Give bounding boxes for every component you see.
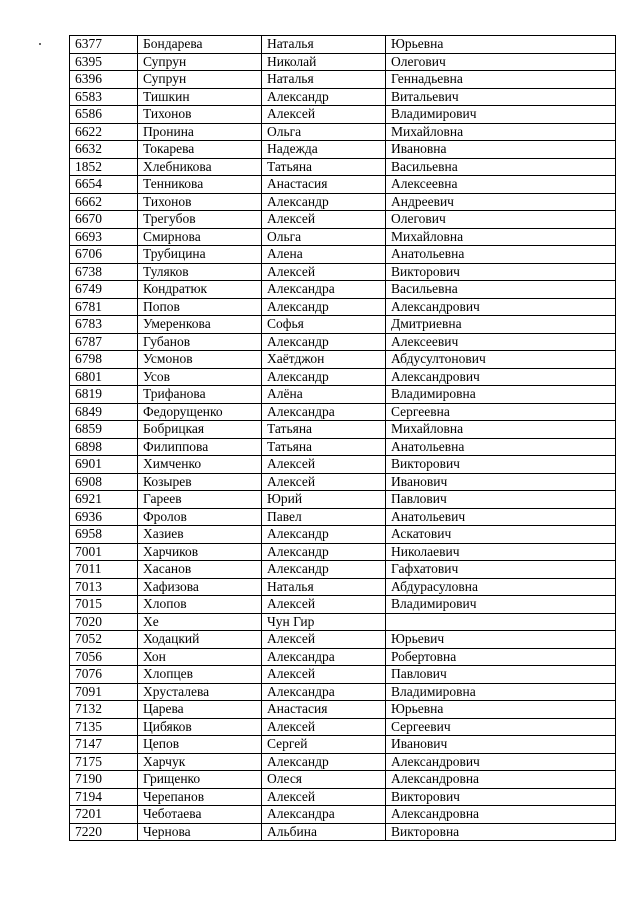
cell-first-name: Александра bbox=[262, 403, 386, 421]
cell-first-name: Николай bbox=[262, 53, 386, 71]
table-row bbox=[70, 718, 616, 736]
cell-first-name: Ольга bbox=[262, 123, 386, 141]
cell-surname: Усов bbox=[138, 368, 262, 386]
table-row bbox=[70, 228, 616, 246]
table-row bbox=[70, 106, 616, 124]
table-row bbox=[70, 123, 616, 141]
cell-number: 6738 bbox=[70, 263, 138, 281]
cell-number: 6632 bbox=[70, 141, 138, 159]
cell-number: 7194 bbox=[70, 788, 138, 806]
table-row bbox=[70, 543, 616, 561]
cell-first-name: Ольга bbox=[262, 228, 386, 246]
cell-first-name: Алексей bbox=[262, 456, 386, 474]
cell-first-name: Алексей bbox=[262, 473, 386, 491]
cell-first-name: Александра bbox=[262, 281, 386, 299]
cell-first-name: Татьяна bbox=[262, 421, 386, 439]
cell-surname: Цепов bbox=[138, 736, 262, 754]
cell-patronymic: Аскатович bbox=[386, 526, 616, 544]
cell-first-name: Алексей bbox=[262, 718, 386, 736]
cell-patronymic: Иванович bbox=[386, 473, 616, 491]
cell-number: 6396 bbox=[70, 71, 138, 89]
cell-surname: Супрун bbox=[138, 53, 262, 71]
cell-surname: Трегубов bbox=[138, 211, 262, 229]
cell-surname: Умеренкова bbox=[138, 316, 262, 334]
cell-patronymic: Васильевна bbox=[386, 281, 616, 299]
cell-patronymic: Юрьевна bbox=[386, 36, 616, 54]
cell-first-name: Александр bbox=[262, 298, 386, 316]
cell-number: 7132 bbox=[70, 701, 138, 719]
cell-surname: Хафизова bbox=[138, 578, 262, 596]
cell-first-name: Алексей bbox=[262, 596, 386, 614]
cell-first-name: Наталья bbox=[262, 71, 386, 89]
cell-first-name: Алексей bbox=[262, 666, 386, 684]
table-row bbox=[70, 631, 616, 649]
cell-number: 7076 bbox=[70, 666, 138, 684]
table-row bbox=[70, 491, 616, 509]
cell-patronymic: Викторович bbox=[386, 456, 616, 474]
cell-patronymic: Абдусултонович bbox=[386, 351, 616, 369]
cell-number: 6901 bbox=[70, 456, 138, 474]
cell-number: 7020 bbox=[70, 613, 138, 631]
cell-surname: Губанов bbox=[138, 333, 262, 351]
cell-number: 6898 bbox=[70, 438, 138, 456]
table-row bbox=[70, 246, 616, 264]
cell-patronymic: Васильевна bbox=[386, 158, 616, 176]
cell-patronymic: Викторович bbox=[386, 263, 616, 281]
cell-first-name: Анастасия bbox=[262, 701, 386, 719]
cell-surname: Ходацкий bbox=[138, 631, 262, 649]
cell-first-name: Алёна bbox=[262, 386, 386, 404]
cell-first-name: Александра bbox=[262, 806, 386, 824]
cell-patronymic: Абдурасуловна bbox=[386, 578, 616, 596]
table-row bbox=[70, 88, 616, 106]
cell-surname: Токарева bbox=[138, 141, 262, 159]
table-row bbox=[70, 613, 616, 631]
cell-first-name: Александр bbox=[262, 526, 386, 544]
table-row bbox=[70, 403, 616, 421]
cell-first-name: Альбина bbox=[262, 823, 386, 841]
cell-patronymic: Александрович bbox=[386, 298, 616, 316]
cell-patronymic: Анатольевич bbox=[386, 508, 616, 526]
cell-first-name: Надежда bbox=[262, 141, 386, 159]
cell-surname: Хлопов bbox=[138, 596, 262, 614]
table-row bbox=[70, 806, 616, 824]
table-row bbox=[70, 71, 616, 89]
cell-number: 6693 bbox=[70, 228, 138, 246]
cell-first-name: Александр bbox=[262, 193, 386, 211]
cell-number: 6622 bbox=[70, 123, 138, 141]
cell-patronymic: Олегович bbox=[386, 53, 616, 71]
cell-patronymic: Алексеевич bbox=[386, 333, 616, 351]
table-row bbox=[70, 788, 616, 806]
table-row bbox=[70, 561, 616, 579]
cell-first-name: Софья bbox=[262, 316, 386, 334]
table-row bbox=[70, 211, 616, 229]
cell-patronymic: Ивановна bbox=[386, 141, 616, 159]
cell-patronymic: Робертовна bbox=[386, 648, 616, 666]
cell-surname: Чеботаева bbox=[138, 806, 262, 824]
table-row bbox=[70, 823, 616, 841]
cell-patronymic: Дмитриевна bbox=[386, 316, 616, 334]
cell-first-name: Наталья bbox=[262, 36, 386, 54]
cell-first-name: Алексей bbox=[262, 263, 386, 281]
cell-first-name: Анастасия bbox=[262, 176, 386, 194]
cell-surname: Харчук bbox=[138, 753, 262, 771]
cell-number: 7011 bbox=[70, 561, 138, 579]
cell-number: 6781 bbox=[70, 298, 138, 316]
cell-surname: Федорущенко bbox=[138, 403, 262, 421]
cell-surname: Цибяков bbox=[138, 718, 262, 736]
cell-first-name: Наталья bbox=[262, 578, 386, 596]
cell-number: 6859 bbox=[70, 421, 138, 439]
table-row bbox=[70, 386, 616, 404]
cell-number: 7056 bbox=[70, 648, 138, 666]
cell-patronymic bbox=[386, 613, 616, 631]
cell-first-name: Алексей bbox=[262, 106, 386, 124]
cell-surname: Хон bbox=[138, 648, 262, 666]
table-row bbox=[70, 36, 616, 54]
cell-surname: Трубицина bbox=[138, 246, 262, 264]
cell-surname: Туляков bbox=[138, 263, 262, 281]
scan-speck bbox=[39, 43, 41, 45]
cell-patronymic: Владимировна bbox=[386, 683, 616, 701]
cell-first-name: Алексей bbox=[262, 788, 386, 806]
cell-patronymic: Александровна bbox=[386, 771, 616, 789]
table-row bbox=[70, 351, 616, 369]
cell-first-name: Александр bbox=[262, 753, 386, 771]
cell-patronymic: Анатольевна bbox=[386, 438, 616, 456]
cell-surname: Хазиев bbox=[138, 526, 262, 544]
cell-number: 6958 bbox=[70, 526, 138, 544]
cell-number: 7052 bbox=[70, 631, 138, 649]
cell-surname: Козырев bbox=[138, 473, 262, 491]
table-row bbox=[70, 421, 616, 439]
cell-surname: Черепанов bbox=[138, 788, 262, 806]
cell-patronymic: Михайловна bbox=[386, 228, 616, 246]
cell-surname: Тенникова bbox=[138, 176, 262, 194]
table-row bbox=[70, 263, 616, 281]
cell-patronymic: Викторовна bbox=[386, 823, 616, 841]
table-row bbox=[70, 666, 616, 684]
cell-number: 7135 bbox=[70, 718, 138, 736]
cell-patronymic: Владимировна bbox=[386, 386, 616, 404]
cell-surname: Хасанов bbox=[138, 561, 262, 579]
cell-patronymic: Александровна bbox=[386, 806, 616, 824]
table-row bbox=[70, 596, 616, 614]
cell-surname: Чернова bbox=[138, 823, 262, 841]
table-row bbox=[70, 771, 616, 789]
cell-first-name: Алексей bbox=[262, 631, 386, 649]
cell-surname: Харчиков bbox=[138, 543, 262, 561]
cell-first-name: Чун Гир bbox=[262, 613, 386, 631]
table-row bbox=[70, 701, 616, 719]
roster-table-body bbox=[70, 36, 616, 841]
cell-first-name: Олеся bbox=[262, 771, 386, 789]
cell-first-name: Александр bbox=[262, 88, 386, 106]
cell-number: 6801 bbox=[70, 368, 138, 386]
table-row bbox=[70, 753, 616, 771]
cell-surname: Супрун bbox=[138, 71, 262, 89]
cell-surname: Тихонов bbox=[138, 106, 262, 124]
cell-patronymic: Геннадьевна bbox=[386, 71, 616, 89]
cell-surname: Трифанова bbox=[138, 386, 262, 404]
table-row bbox=[70, 508, 616, 526]
cell-number: 6908 bbox=[70, 473, 138, 491]
cell-number: 7091 bbox=[70, 683, 138, 701]
cell-patronymic: Юрьевич bbox=[386, 631, 616, 649]
cell-number: 6586 bbox=[70, 106, 138, 124]
cell-number: 6706 bbox=[70, 246, 138, 264]
cell-surname: Хрусталева bbox=[138, 683, 262, 701]
table-row bbox=[70, 526, 616, 544]
table-row bbox=[70, 438, 616, 456]
cell-first-name: Татьяна bbox=[262, 158, 386, 176]
cell-first-name: Александра bbox=[262, 683, 386, 701]
cell-number: 7013 bbox=[70, 578, 138, 596]
cell-number: 7190 bbox=[70, 771, 138, 789]
cell-surname: Хе bbox=[138, 613, 262, 631]
cell-patronymic: Михайловна bbox=[386, 421, 616, 439]
cell-surname: Пронина bbox=[138, 123, 262, 141]
cell-number: 6749 bbox=[70, 281, 138, 299]
table-row bbox=[70, 683, 616, 701]
cell-patronymic: Владимирович bbox=[386, 106, 616, 124]
cell-number: 7175 bbox=[70, 753, 138, 771]
cell-patronymic: Иванович bbox=[386, 736, 616, 754]
roster-table bbox=[69, 35, 616, 841]
cell-patronymic: Александрович bbox=[386, 753, 616, 771]
table-row bbox=[70, 368, 616, 386]
cell-patronymic: Алексеевна bbox=[386, 176, 616, 194]
cell-first-name: Александр bbox=[262, 368, 386, 386]
table-row bbox=[70, 473, 616, 491]
cell-number: 6783 bbox=[70, 316, 138, 334]
cell-number: 6662 bbox=[70, 193, 138, 211]
cell-patronymic: Викторович bbox=[386, 788, 616, 806]
cell-patronymic: Олегович bbox=[386, 211, 616, 229]
cell-number: 6787 bbox=[70, 333, 138, 351]
cell-surname: Смирнова bbox=[138, 228, 262, 246]
table-row bbox=[70, 281, 616, 299]
cell-first-name: Татьяна bbox=[262, 438, 386, 456]
cell-number: 6395 bbox=[70, 53, 138, 71]
cell-surname: Химченко bbox=[138, 456, 262, 474]
cell-surname: Хлопцев bbox=[138, 666, 262, 684]
cell-patronymic: Витальевич bbox=[386, 88, 616, 106]
table-row bbox=[70, 456, 616, 474]
table-row bbox=[70, 53, 616, 71]
cell-patronymic: Михайловна bbox=[386, 123, 616, 141]
cell-patronymic: Владимирович bbox=[386, 596, 616, 614]
cell-surname: Грищенко bbox=[138, 771, 262, 789]
table-row bbox=[70, 578, 616, 596]
cell-first-name: Сергей bbox=[262, 736, 386, 754]
cell-number: 6819 bbox=[70, 386, 138, 404]
cell-number: 7220 bbox=[70, 823, 138, 841]
table-row bbox=[70, 298, 616, 316]
table-row bbox=[70, 648, 616, 666]
cell-number: 7015 bbox=[70, 596, 138, 614]
cell-surname: Филиппова bbox=[138, 438, 262, 456]
cell-number: 6377 bbox=[70, 36, 138, 54]
cell-first-name: Александр bbox=[262, 333, 386, 351]
cell-surname: Хлебникова bbox=[138, 158, 262, 176]
cell-number: 7201 bbox=[70, 806, 138, 824]
cell-first-name: Павел bbox=[262, 508, 386, 526]
cell-first-name: Алена bbox=[262, 246, 386, 264]
cell-patronymic: Павлович bbox=[386, 491, 616, 509]
cell-surname: Кондратюк bbox=[138, 281, 262, 299]
table-row bbox=[70, 193, 616, 211]
cell-patronymic: Гафхатович bbox=[386, 561, 616, 579]
cell-number: 6583 bbox=[70, 88, 138, 106]
table-row bbox=[70, 736, 616, 754]
cell-surname: Тихонов bbox=[138, 193, 262, 211]
table-row bbox=[70, 158, 616, 176]
table-row bbox=[70, 333, 616, 351]
cell-number: 7001 bbox=[70, 543, 138, 561]
cell-patronymic: Николаевич bbox=[386, 543, 616, 561]
table-row bbox=[70, 176, 616, 194]
cell-surname: Фролов bbox=[138, 508, 262, 526]
cell-surname: Бондарева bbox=[138, 36, 262, 54]
cell-number: 6921 bbox=[70, 491, 138, 509]
cell-number: 7147 bbox=[70, 736, 138, 754]
cell-surname: Усмонов bbox=[138, 351, 262, 369]
cell-first-name: Александра bbox=[262, 648, 386, 666]
cell-number: 6798 bbox=[70, 351, 138, 369]
cell-first-name: Александр bbox=[262, 543, 386, 561]
cell-surname: Тишкин bbox=[138, 88, 262, 106]
cell-surname: Царева bbox=[138, 701, 262, 719]
cell-surname: Гареев bbox=[138, 491, 262, 509]
cell-number: 6936 bbox=[70, 508, 138, 526]
cell-first-name: Юрий bbox=[262, 491, 386, 509]
cell-patronymic: Александрович bbox=[386, 368, 616, 386]
table-row bbox=[70, 141, 616, 159]
cell-number: 6654 bbox=[70, 176, 138, 194]
cell-first-name: Хаётджон bbox=[262, 351, 386, 369]
cell-patronymic: Юрьевна bbox=[386, 701, 616, 719]
cell-patronymic: Анатольевна bbox=[386, 246, 616, 264]
cell-patronymic: Андреевич bbox=[386, 193, 616, 211]
table-row bbox=[70, 316, 616, 334]
cell-patronymic: Павлович bbox=[386, 666, 616, 684]
cell-patronymic: Сергеевна bbox=[386, 403, 616, 421]
cell-surname: Бобрицкая bbox=[138, 421, 262, 439]
cell-number: 6849 bbox=[70, 403, 138, 421]
cell-patronymic: Сергеевич bbox=[386, 718, 616, 736]
cell-surname: Попов bbox=[138, 298, 262, 316]
cell-first-name: Александр bbox=[262, 561, 386, 579]
cell-number: 1852 bbox=[70, 158, 138, 176]
cell-number: 6670 bbox=[70, 211, 138, 229]
cell-first-name: Алексей bbox=[262, 211, 386, 229]
